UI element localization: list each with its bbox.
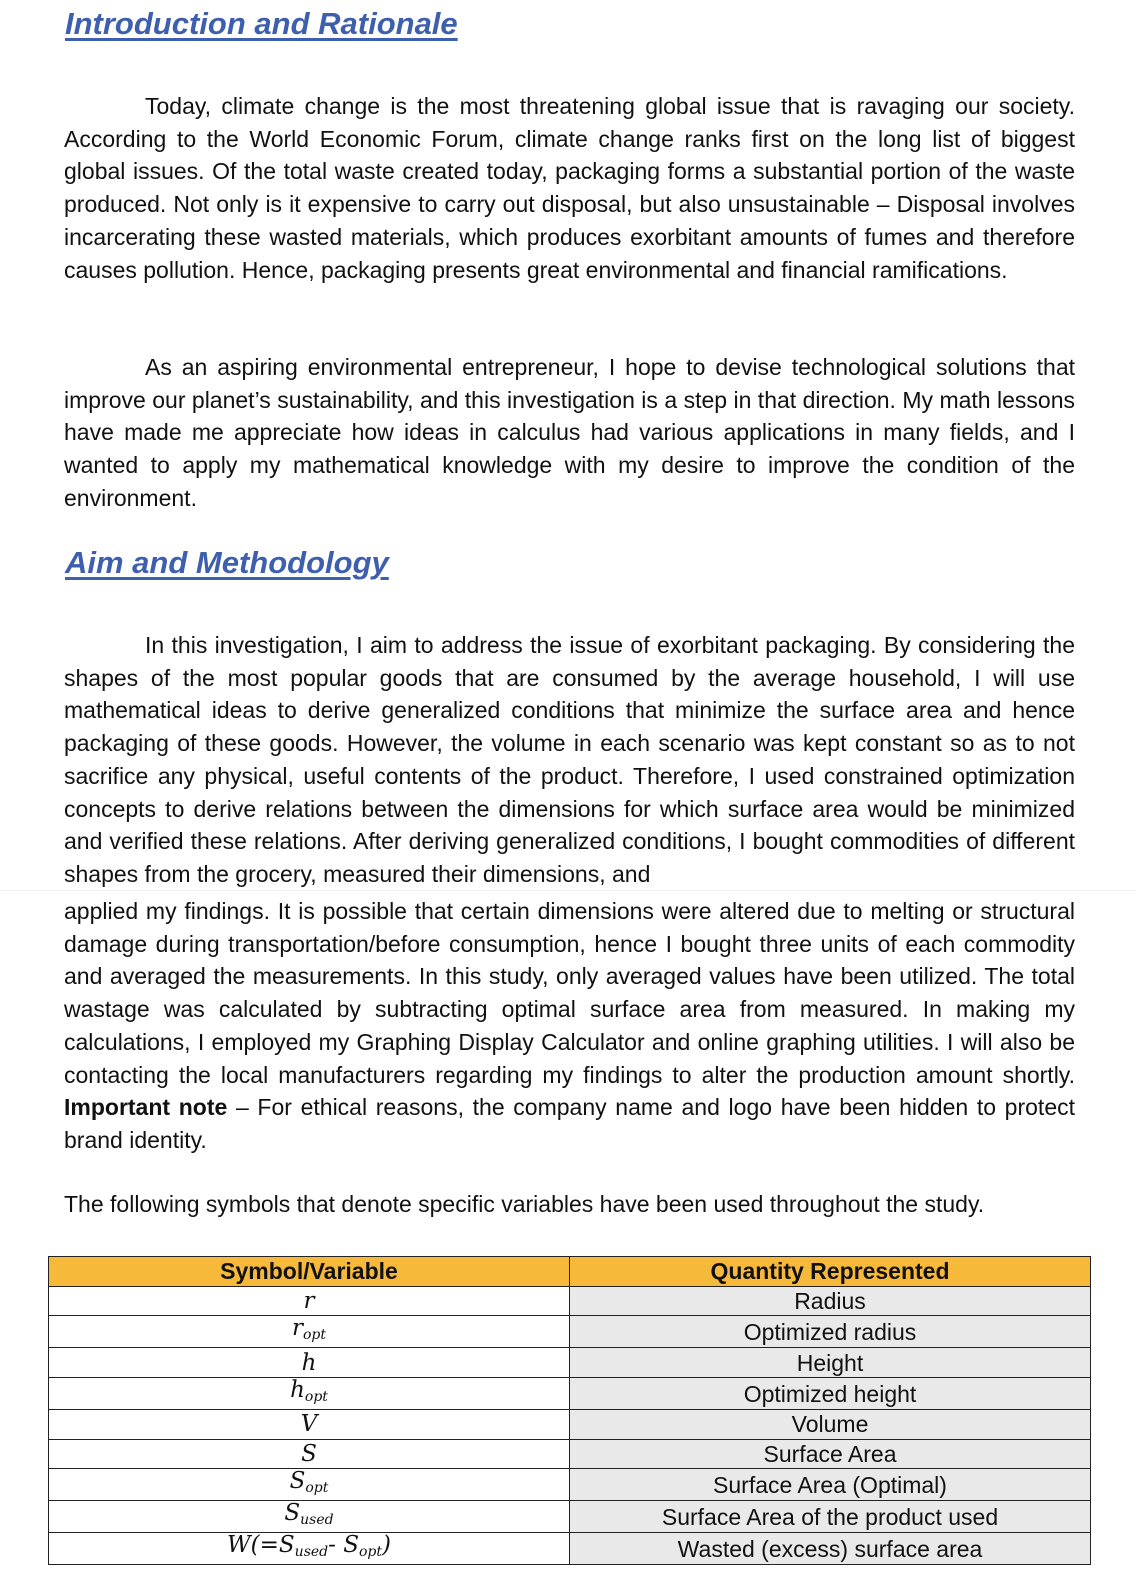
- table-row: [49, 1469, 1091, 1501]
- table-row: [49, 1533, 1091, 1565]
- symbols-intro: The following symbols that denote specific variables have been used throughout the study.: [64, 1191, 985, 1217]
- symbol-table: [48, 1256, 1091, 1565]
- important-note-label: Important note: [64, 1094, 228, 1121]
- table-row: [49, 1286, 1091, 1316]
- aim-paragraph-1: In this investigation, I aim to address the issue of exorbitant packaging. By considering the shapes of the most popular goods that are consumed by the average household, I will use mathematical ideas to derive generalized conditions that minimize the surface area and hence packaging of these goods. However, the volume in each scenario was kept constant so as to not sacrifice any physical, useful contents of the product. Therefore, I used constrained optimization concepts to derive relations between the dimensions for which surface area would be minimized and verified these relations. After deriving generalized conditions, I bought commodities of different shapes from the grocery, measured their dimensions, and: [64, 632, 1075, 887]
- table-row: [49, 1410, 1091, 1440]
- table-row: [49, 1501, 1091, 1533]
- table-header-row: [49, 1257, 1091, 1287]
- table-row: [49, 1439, 1091, 1469]
- symbol-cell: $h_{opt}$: [49, 1378, 570, 1410]
- symbol-cell: $S_{used}$: [49, 1501, 570, 1533]
- table-body: [49, 1286, 1091, 1565]
- table-row: [49, 1316, 1091, 1348]
- quantity-cell: Surface Area: [570, 1439, 1091, 1469]
- section-heading-aim: Aim and Methodology: [65, 545, 389, 580]
- aim-paragraph-2: applied my findings. It is possible that certain dimensions were altered due to melting or structural damage during transportation/before consumption, hence I bought three units of each commodity and averaged the measurements. In this study, only averaged values have been utilized. The total wastage was calculated by subtracting optimal surface area from measured. In making my calculations, I employed my Graphing Display Calculator and online graphing utilities. I will also be contacting the local manufacturers regarding my findings to alter the production amount shortly. Important note – For ethical reasons, the company name and logo have been hidden to protect brand identity.: [64, 898, 1075, 1153]
- column-header-symbol: Symbol/Variable: [49, 1257, 570, 1287]
- symbol-cell: $S_{opt}$: [49, 1469, 570, 1501]
- symbol-cell: $r_{opt}$: [49, 1316, 570, 1348]
- page-seam: [0, 890, 1136, 891]
- quantity-cell: Height: [570, 1348, 1091, 1378]
- column-header-quantity: Quantity Represented: [570, 1257, 1091, 1287]
- symbol-cell: V: [49, 1410, 570, 1440]
- symbol-cell: $W(=S_{used}-$ $S_{opt}$): [49, 1533, 570, 1565]
- intro-paragraph-1: Today, climate change is the most threatening global issue that is ravaging our society. According to the World Economic Forum, climate change ranks first on the long list of biggest global issues. Of the total waste created today, packaging forms a substantial portion of the waste produced. Not only is it expensive to carry out disposal, but also unsustainable – Disposal involves incarcerating these wasted materials, which produces exorbitant amounts of fumes and therefore causes pollution. Hence, packaging presents great environmental and financial ramifications.: [64, 93, 1075, 283]
- quantity-cell: Volume: [570, 1410, 1091, 1440]
- symbol-cell: S: [49, 1439, 570, 1469]
- table-row: [49, 1378, 1091, 1410]
- table-row: [49, 1348, 1091, 1378]
- quantity-cell: Wasted (excess) surface area: [570, 1533, 1091, 1565]
- quantity-cell: Radius: [570, 1286, 1091, 1316]
- intro-paragraph-2: As an aspiring environmental entrepreneur, I hope to devise technological solutions that improve our planet’s sustainability, and this investigation is a step in that direction. My math lessons have made me appreciate how ideas in calculus had various applications in many fields, and I wanted to apply my mathematical knowledge with my desire to improve the condition of the environment.: [64, 354, 1075, 511]
- symbol-cell: r: [49, 1286, 570, 1316]
- quantity-cell: Surface Area (Optimal): [570, 1469, 1091, 1501]
- symbol-cell: h: [49, 1348, 570, 1378]
- quantity-cell: Surface Area of the product used: [570, 1501, 1091, 1533]
- quantity-cell: Optimized height: [570, 1378, 1091, 1410]
- section-heading-introduction: Introduction and Rationale: [65, 6, 458, 41]
- quantity-cell: Optimized radius: [570, 1316, 1091, 1348]
